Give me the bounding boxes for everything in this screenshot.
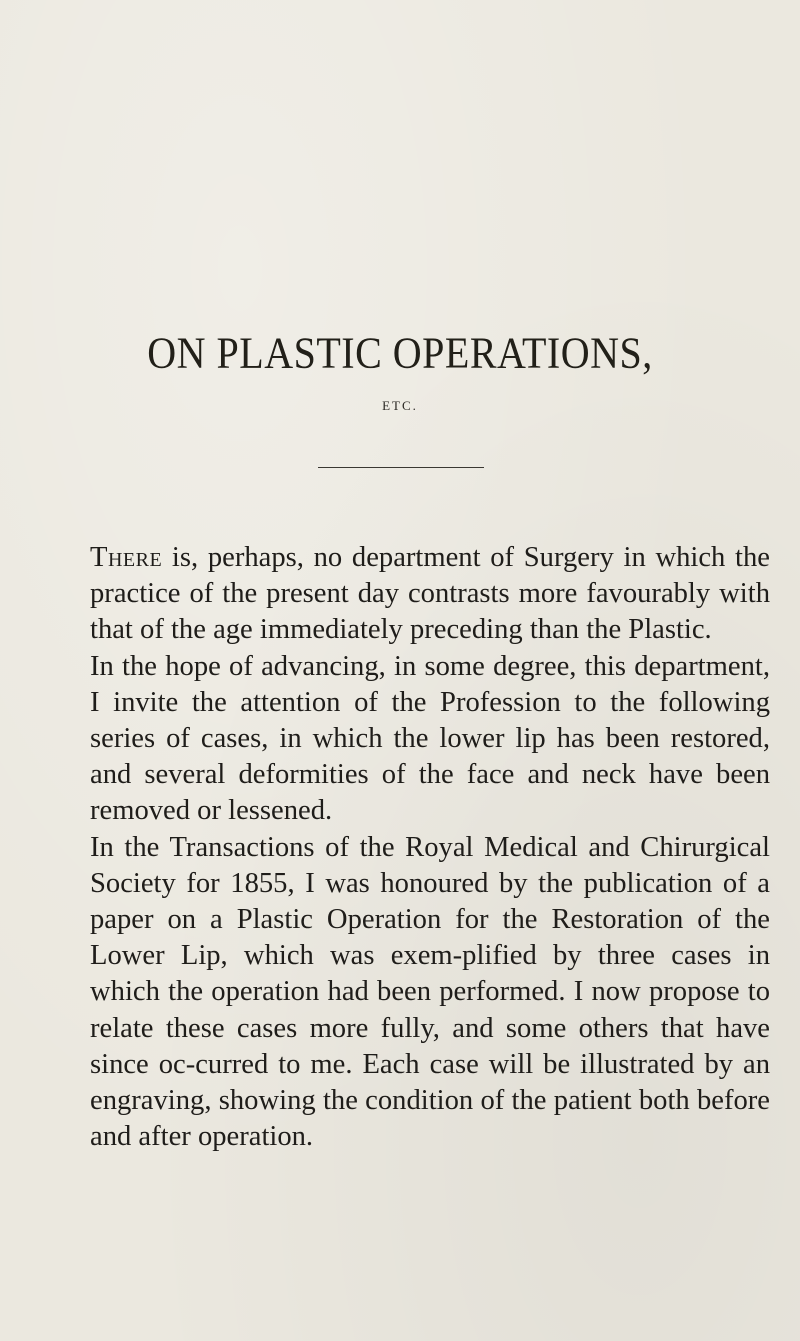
paragraph-lead: There	[90, 542, 163, 573]
page-subtitle: ETC.	[382, 398, 418, 413]
paragraph-3	[90, 830, 770, 1156]
page-title: ON PLASTIC OPERATIONS,	[147, 327, 653, 378]
body-text	[90, 540, 770, 1155]
paragraph-text: In the hope of advancing, in some degree, this department, I invite the attention of the Profession to the following series of cases, in which the lower lip has been restored, and several deformities of the face and neck have been removed or lessened.	[90, 650, 770, 827]
title-divider	[318, 467, 484, 468]
paragraph-text: is, perhaps, no department of Surgery in which the practice of the present day contrasts more favourably with that of the age immediately preceding than the Plastic.	[90, 542, 770, 646]
paragraph-2	[90, 649, 770, 830]
paragraph-text: In the Transactions of the Royal Medical and Chirurgical Society for 1855, I was honoured by the publication of a paper on a Plastic Operation for the Restoration of the Lower Lip, which was exem-plified by three cases in which the operation had been performed. I now propose to relate these cases more fully, and some others that have since oc-curred to me. Each case will be illustrated by an engraving, showing the condition of the patient both before and after operation.	[90, 831, 770, 1153]
paragraph-1	[90, 540, 770, 649]
